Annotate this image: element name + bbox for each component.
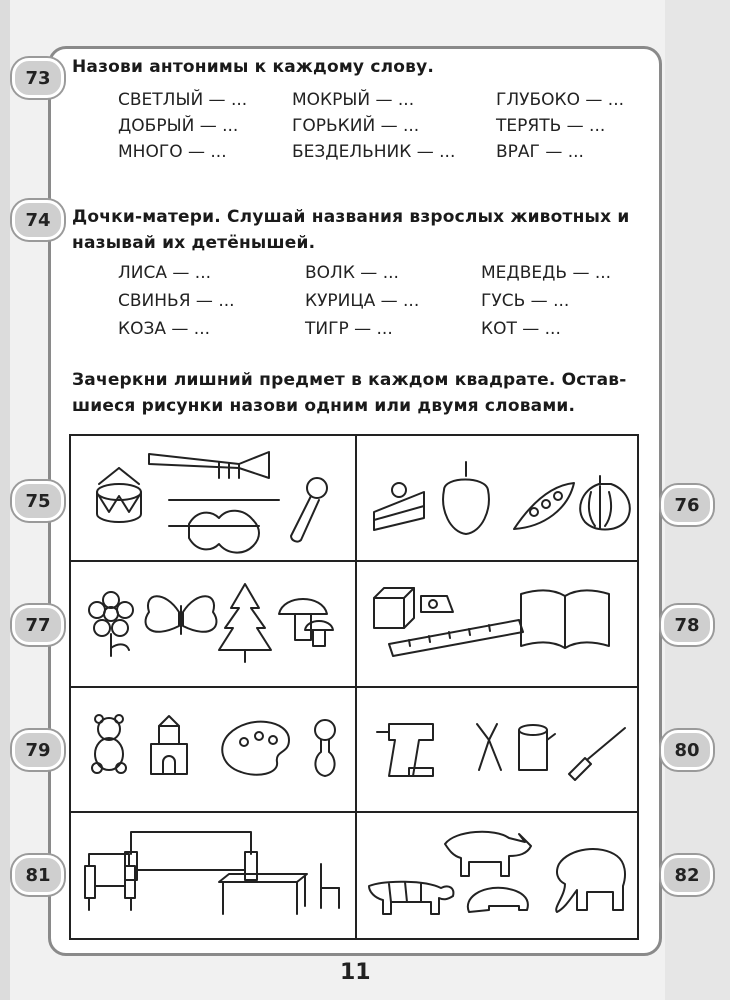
- rhino-icon[interactable]: [445, 832, 531, 876]
- task-badge-75: 75: [12, 481, 64, 521]
- drill-icon[interactable]: [377, 724, 433, 776]
- cake-icon[interactable]: [374, 483, 424, 530]
- word-item: БЕЗДЕЛЬНИК — ...: [292, 142, 456, 162]
- microphone-icon[interactable]: [291, 478, 327, 542]
- word-item: МОКРЫЙ — ...: [292, 90, 415, 110]
- garlic-icon[interactable]: [580, 476, 630, 530]
- book-icon[interactable]: [521, 590, 609, 648]
- word-item: КОЗА — ...: [118, 319, 210, 339]
- word-item: МЕДВЕДЬ — ...: [481, 263, 612, 283]
- grid-instruction-line1: Зачеркни лишний предмет в каждом квадрате. Остав-: [72, 370, 627, 390]
- word-item: КУРИЦА — ...: [305, 291, 420, 311]
- word-item: ДОБРЫЙ — ...: [118, 116, 239, 136]
- pepper-icon[interactable]: [443, 462, 489, 534]
- elephant-icon[interactable]: [556, 849, 625, 912]
- word-item: ЛИСА — ...: [118, 263, 212, 283]
- tree-stump-icon[interactable]: [519, 725, 555, 770]
- peas-icon[interactable]: [514, 483, 574, 529]
- toy-blocks-icon[interactable]: [151, 716, 187, 774]
- tiger-icon[interactable]: [369, 882, 453, 914]
- teddy-bear-icon[interactable]: [92, 715, 126, 773]
- screwdriver-icon[interactable]: [569, 728, 625, 780]
- flower-icon[interactable]: [89, 592, 133, 656]
- hippo-icon[interactable]: [468, 888, 528, 912]
- drum-icon[interactable]: [97, 468, 141, 522]
- task-badge-74: 74: [12, 200, 64, 240]
- armchair-icon[interactable]: [85, 854, 135, 910]
- tree-icon[interactable]: [219, 584, 271, 662]
- paint-palette-icon[interactable]: [222, 722, 289, 775]
- word-item: ВОЛК — ...: [305, 263, 399, 283]
- task-73-title: Назови антонимы к каждому слову.: [72, 57, 435, 77]
- word-item: ГОРЬКИЙ — ...: [292, 116, 420, 136]
- task-badge-79: 79: [12, 730, 64, 770]
- task-74-title-line2: называй их детёнышей.: [72, 233, 316, 253]
- rattle-icon[interactable]: [315, 720, 335, 776]
- word-item: СВИНЬЯ — ...: [118, 291, 235, 311]
- task-badge-78: 78: [661, 605, 713, 645]
- mushrooms-icon[interactable]: [279, 599, 333, 646]
- pliers-icon[interactable]: [477, 724, 501, 770]
- task-74-title-line1: Дочки-матери. Слушай названия взрослых животных и: [72, 207, 630, 227]
- page-number: 11: [340, 960, 371, 985]
- task-badge-73: 73: [12, 58, 64, 98]
- picture-grid-drawings: [69, 434, 639, 940]
- word-item: ГЛУБОКО — ...: [496, 90, 625, 110]
- task-badge-80: 80: [661, 730, 713, 770]
- chair-icon[interactable]: [321, 864, 339, 908]
- word-item: ГУСЬ — ...: [481, 291, 570, 311]
- task-badge-76: 76: [661, 485, 713, 525]
- sofa-icon[interactable]: [125, 832, 257, 880]
- table-icon[interactable]: [219, 874, 307, 914]
- word-item: ТИГР — ...: [305, 319, 393, 339]
- word-item: КОТ — ...: [481, 319, 561, 339]
- violin-icon[interactable]: [169, 500, 279, 553]
- grid-instruction-line2: шиеся рисунки назови одним или двумя словами.: [72, 396, 576, 416]
- task-badge-82: 82: [661, 855, 713, 895]
- task-badge-77: 77: [12, 605, 64, 645]
- trumpet-icon[interactable]: [149, 452, 269, 478]
- word-item: МНОГО — ...: [118, 142, 227, 162]
- task-badge-81: 81: [12, 855, 64, 895]
- sharpener-icon[interactable]: [421, 596, 453, 612]
- alphabet-block-icon[interactable]: [374, 588, 414, 628]
- page-left-edge: [0, 0, 10, 1000]
- word-item: ВРАГ — ...: [496, 142, 584, 162]
- ruler-icon[interactable]: [389, 620, 523, 656]
- word-item: ТЕРЯТЬ — ...: [496, 116, 606, 136]
- butterfly-icon[interactable]: [146, 596, 217, 634]
- word-item: СВЕТЛЫЙ — ...: [118, 90, 248, 110]
